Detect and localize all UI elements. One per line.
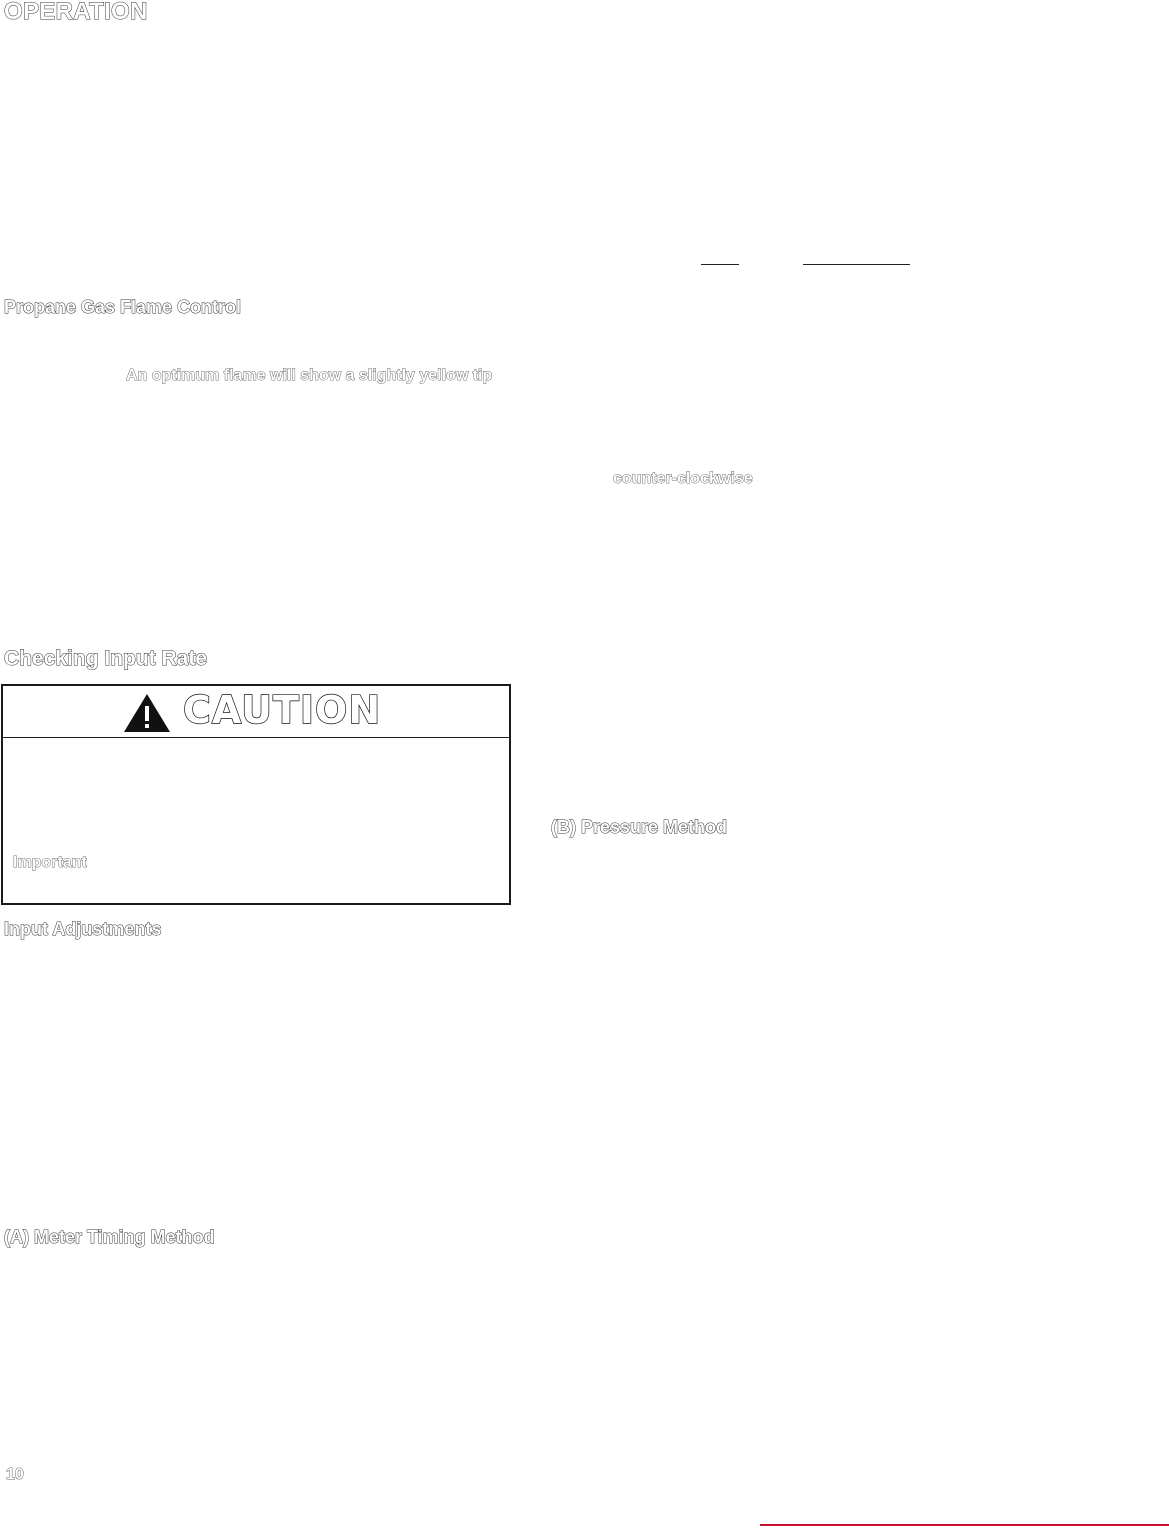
- underline-rule: [701, 264, 739, 265]
- underline-rule: [803, 264, 910, 265]
- page-number: 10: [6, 1466, 24, 1483]
- pressure-method-heading: (B) Pressure Method: [551, 817, 728, 837]
- meter-timing-method-heading: (A) Meter Timing Method: [4, 1227, 215, 1247]
- page-title: OPERATION: [4, 0, 148, 25]
- caution-header: [3, 686, 509, 738]
- caution-important-label: Important: [13, 854, 87, 871]
- caution-title: CAUTION: [183, 688, 382, 732]
- warning-triangle-icon: [123, 693, 171, 733]
- input-adjustments-heading: Input Adjustments: [4, 919, 162, 939]
- optimum-flame-note: An optimum flame will show a slightly yellow tip: [126, 367, 493, 384]
- checking-input-rate-heading: Checking Input Rate: [4, 647, 208, 670]
- footer-accent-rule: [760, 1524, 1169, 1526]
- counter-clockwise-text: counter-clockwise: [613, 470, 753, 487]
- caution-box: [1, 684, 511, 905]
- propane-gas-flame-control-heading: Propane Gas Flame Control: [4, 297, 242, 317]
